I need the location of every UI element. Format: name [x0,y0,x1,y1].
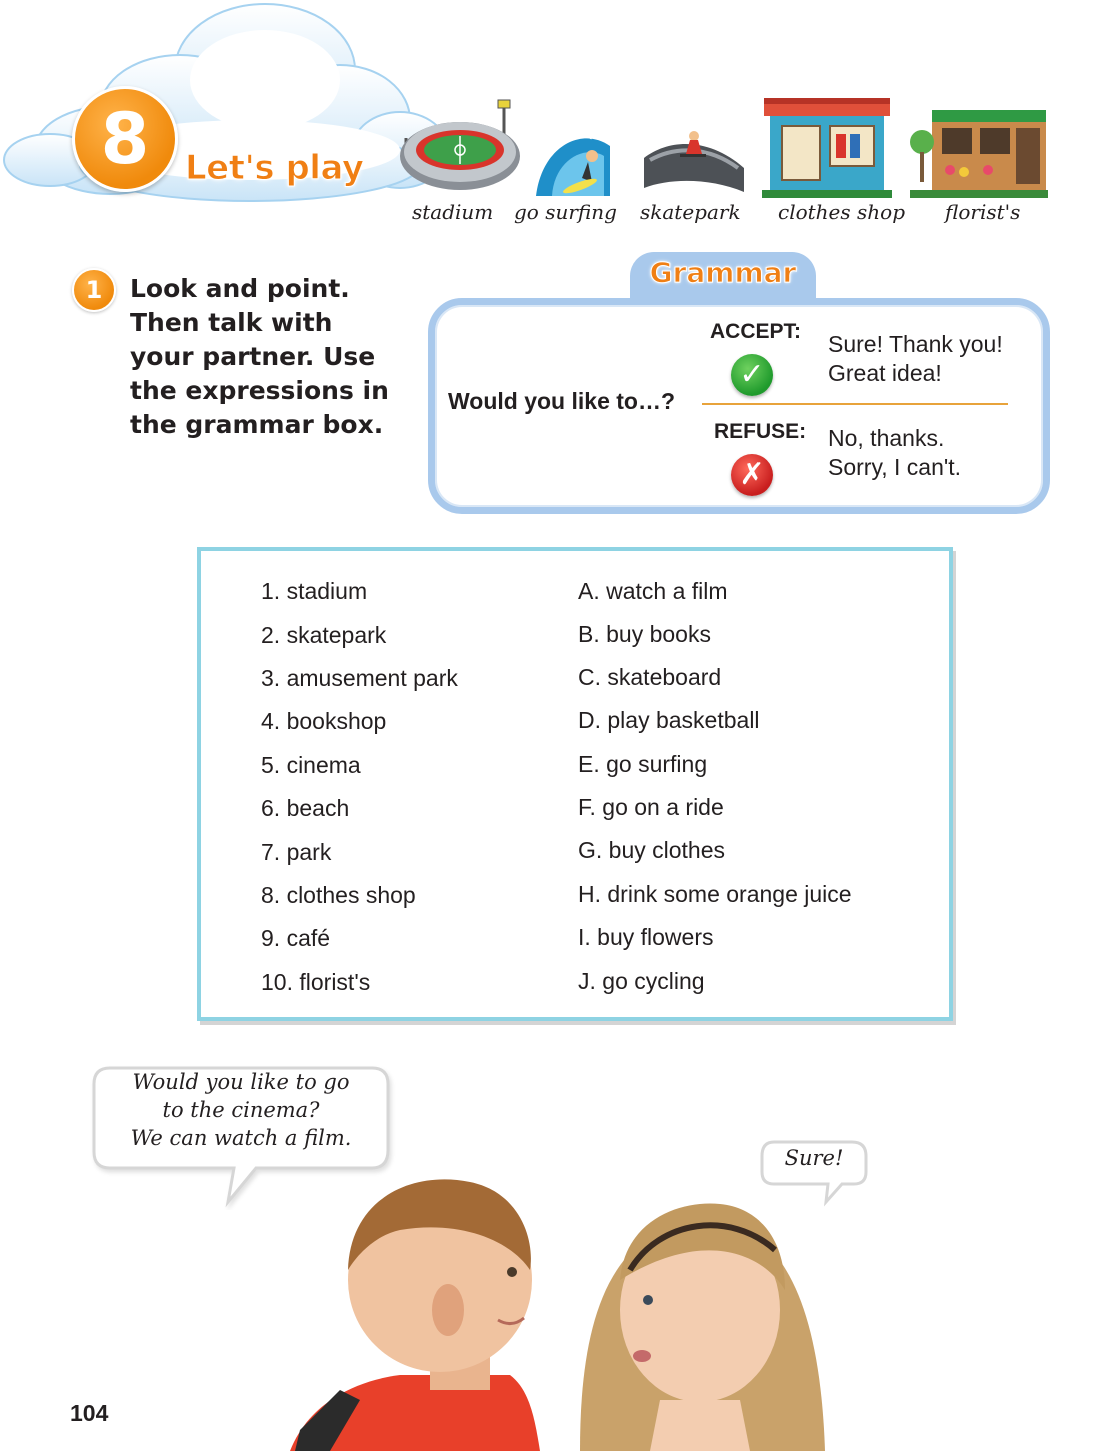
florist-icon [910,108,1048,198]
activity-item: G. buy clothes [578,837,726,863]
page-number: 104 [70,1400,109,1426]
refuse-label: REFUSE: [714,420,807,443]
unit-title: Let's play [185,148,364,188]
activity-item: A. watch a film [578,578,728,604]
place-item: 3. amusement park [261,665,458,691]
girl-line: Sure! [784,1146,844,1170]
vocab-label-go-surfing: go surfing [514,200,617,224]
accept-phrase: Great idea! [828,360,942,386]
vocab-label-florists: florist's [945,200,1021,224]
place-item: 1. stadium [261,578,368,604]
activity-instruction: Look and point. Then talk with your partner. Use the expressions in the grammar box. [130,274,389,439]
vocab-label-skatepark: skatepark [640,200,741,224]
boy-line: Would you like to go [132,1070,350,1094]
accept-phrase: Sure! Thank you! [828,331,1003,357]
place-item: 7. park [261,839,332,865]
grammar-question: Would you like to…? [448,388,676,414]
place-item: 2. skatepark [261,622,387,648]
surfer-icon [532,126,612,198]
place-item: 8. clothes shop [261,882,416,908]
place-item: 4. bookshop [261,708,387,734]
children-photo [280,1160,840,1451]
boy-illustration [290,1179,540,1451]
activity-number-badge: 1 [72,268,116,312]
activity-item: H. drink some orange juice [578,881,852,907]
activity-item: D. play basketball [578,707,760,733]
vocab-label-stadium: stadium [412,200,494,224]
grammar-divider [702,403,1008,405]
place-item: 5. cinema [261,752,361,778]
place-item: 6. beach [261,795,350,821]
refuse-phrase: No, thanks. [828,425,945,451]
vocab-label-clothes-shop: clothes shop [778,200,906,224]
boy-line: to the cinema? [162,1098,320,1122]
girl-illustration [580,1204,825,1451]
activity-item: I. buy flowers [578,924,714,950]
activity-item: C. skateboard [578,664,722,690]
stadium-icon [398,98,528,198]
activity-item: E. go surfing [578,751,708,777]
skatepark-icon [640,128,750,198]
activity-item: B. buy books [578,621,711,647]
unit-number-badge: 8 [72,86,178,192]
boy-line: We can watch a film. [130,1126,352,1150]
activity-item: J. go cycling [578,968,705,994]
clothes-shop-icon [762,96,892,198]
refuse-phrase: Sorry, I can't. [828,454,962,480]
check-icon: ✓ [731,354,773,396]
place-item: 10. florist's [261,969,371,995]
place-item: 9. café [261,925,331,951]
grammar-title: Grammar [649,256,797,289]
cross-icon: ✗ [731,454,773,496]
activity-item: F. go on a ride [578,794,724,820]
accept-label: ACCEPT: [710,320,802,343]
